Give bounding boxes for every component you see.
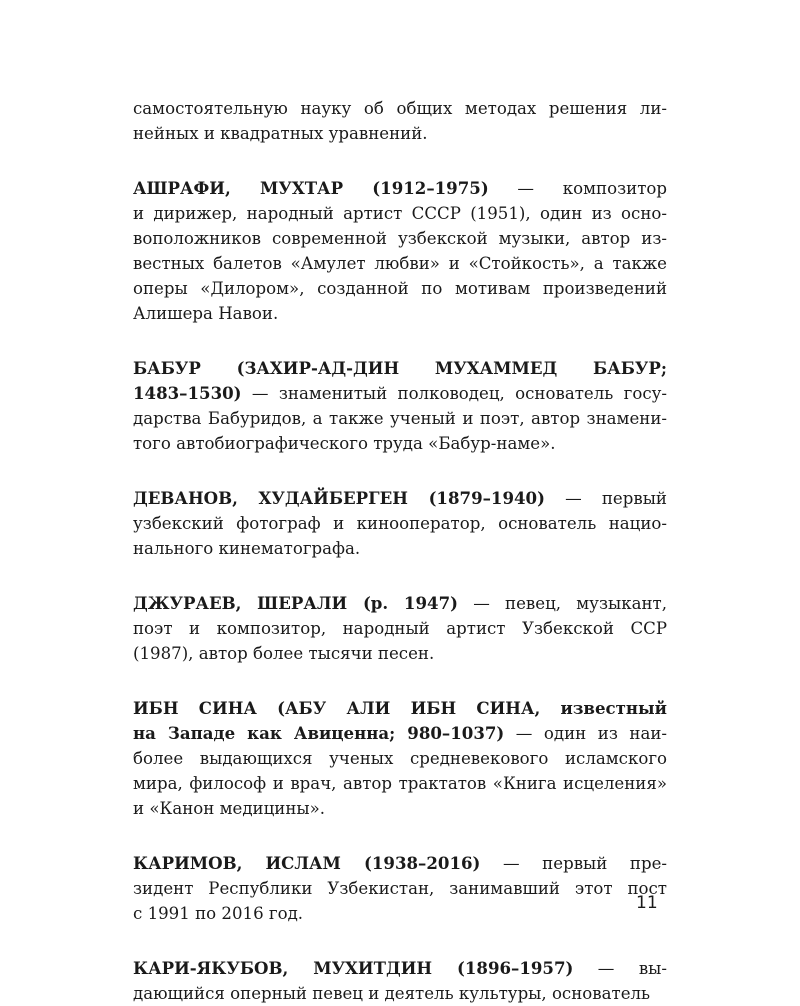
glossary-entry bbox=[133, 851, 667, 926]
entry-text: с 1991 по 2016 год. bbox=[133, 904, 304, 923]
text-line bbox=[133, 176, 667, 201]
text-line bbox=[133, 251, 667, 276]
entry-gap bbox=[133, 666, 667, 696]
entry-text: — композитор bbox=[488, 179, 667, 198]
entry-text: — знаменитый полководец, основатель госу- bbox=[241, 384, 667, 403]
glossary-entry bbox=[133, 956, 667, 1006]
text-line bbox=[133, 96, 667, 121]
glossary-entry bbox=[133, 591, 667, 666]
entry-text: того автобиографического труда «Бабур-наме». bbox=[133, 434, 556, 453]
entry-text: нального кинематографа. bbox=[133, 539, 361, 558]
text-line bbox=[133, 356, 667, 381]
text-line bbox=[133, 901, 667, 926]
glossary-entry bbox=[133, 696, 667, 821]
entry-text: нейных и квадратных уравнений. bbox=[133, 124, 428, 143]
entry-text: дающийся оперный певец и деятель культуры, основатель bbox=[133, 984, 651, 1003]
text-line bbox=[133, 746, 667, 771]
text-line bbox=[133, 276, 667, 301]
entry-text: воположников современной узбекской музыки, автор из- bbox=[133, 229, 667, 248]
entry-heading: ДЕВАНОВ, ХУДАЙБЕРГЕН (1879–1940) bbox=[133, 488, 545, 508]
glossary-entry bbox=[133, 486, 667, 561]
text-line bbox=[133, 591, 667, 616]
page-body bbox=[133, 96, 667, 1006]
entry-text: Алишера Навои. bbox=[133, 304, 279, 323]
entry-text: — первый bbox=[544, 489, 667, 508]
text-line bbox=[133, 431, 667, 456]
text-line bbox=[133, 696, 667, 721]
text-line bbox=[133, 301, 667, 326]
text-line bbox=[133, 851, 667, 876]
entry-text: (1987), автор более тысячи песен. bbox=[133, 644, 435, 663]
glossary-entry bbox=[133, 356, 667, 456]
entry-text: зидент Республики Узбекистан, занимавший этот пост bbox=[133, 879, 667, 898]
entry-text: более выдающихся ученых средневекового исламского bbox=[133, 749, 667, 768]
entry-text: вестных балетов «Амулет любви» и «Стойкость», а также bbox=[133, 254, 667, 273]
text-line bbox=[133, 486, 667, 511]
entry-text: поэт и композитор, народный артист Узбекской ССР bbox=[133, 619, 667, 638]
text-line bbox=[133, 956, 667, 981]
entry-gap bbox=[133, 456, 667, 486]
entry-heading: ДЖУРАЕВ, ШЕРАЛИ (р. 1947) bbox=[133, 593, 458, 613]
entry-gap bbox=[133, 821, 667, 851]
entry-text: — один из наи- bbox=[504, 724, 668, 743]
text-line bbox=[133, 406, 667, 431]
entry-text: узбекский фотограф и кинооператор, основатель нацио- bbox=[133, 514, 667, 533]
glossary-entry bbox=[133, 176, 667, 326]
entry-heading: на Западе как Авиценна; 980–1037) bbox=[133, 723, 505, 743]
entry-gap bbox=[133, 146, 667, 176]
entry-text: мира, философ и врач, автор трактатов «Книга исцеления» bbox=[133, 774, 667, 793]
entry-text: самостоятельную науку об общих методах решения ли- bbox=[133, 99, 667, 118]
text-line bbox=[133, 201, 667, 226]
entry-heading: ИБН СИНА (АБУ АЛИ ИБН СИНА, известный bbox=[133, 698, 667, 718]
entry-heading: БАБУР (ЗАХИР-АД-ДИН МУХАММЕД БАБУР; bbox=[133, 358, 667, 378]
entry-gap bbox=[133, 926, 667, 956]
entry-gap bbox=[133, 326, 667, 356]
text-line bbox=[133, 721, 667, 746]
text-line bbox=[133, 796, 667, 821]
text-line bbox=[133, 876, 667, 901]
text-line bbox=[133, 381, 667, 406]
entry-heading: 1483–1530) bbox=[133, 383, 242, 403]
page-number: 11 bbox=[636, 893, 658, 913]
text-line bbox=[133, 641, 667, 666]
entry-text: дарства Бабуридов, а также ученый и поэт, автор знамени- bbox=[133, 409, 667, 428]
entry-text: — первый пре- bbox=[480, 854, 668, 873]
entry-text: и дирижер, народный артист СССР (1951), один из осно- bbox=[133, 204, 667, 223]
entry-gap bbox=[133, 561, 667, 591]
paragraph-continuation bbox=[133, 96, 667, 146]
entry-heading: АШРАФИ, МУХТАР (1912–1975) bbox=[133, 178, 489, 198]
entry-text: — певец, музыкант, bbox=[457, 594, 667, 613]
text-line bbox=[133, 536, 667, 561]
text-line bbox=[133, 511, 667, 536]
entry-heading: КАРИМОВ, ИСЛАМ (1938–2016) bbox=[133, 853, 481, 873]
text-line bbox=[133, 771, 667, 796]
text-line bbox=[133, 616, 667, 641]
entry-text: и «Канон медицины». bbox=[133, 799, 326, 818]
entry-text: — вы- bbox=[573, 959, 667, 978]
text-line bbox=[133, 981, 667, 1006]
text-line bbox=[133, 226, 667, 251]
entry-heading: КАРИ-ЯКУБОВ, МУХИТДИН (1896–1957) bbox=[133, 958, 574, 978]
text-line bbox=[133, 121, 667, 146]
entry-text: оперы «Дилором», созданной по мотивам произведений bbox=[133, 279, 667, 298]
